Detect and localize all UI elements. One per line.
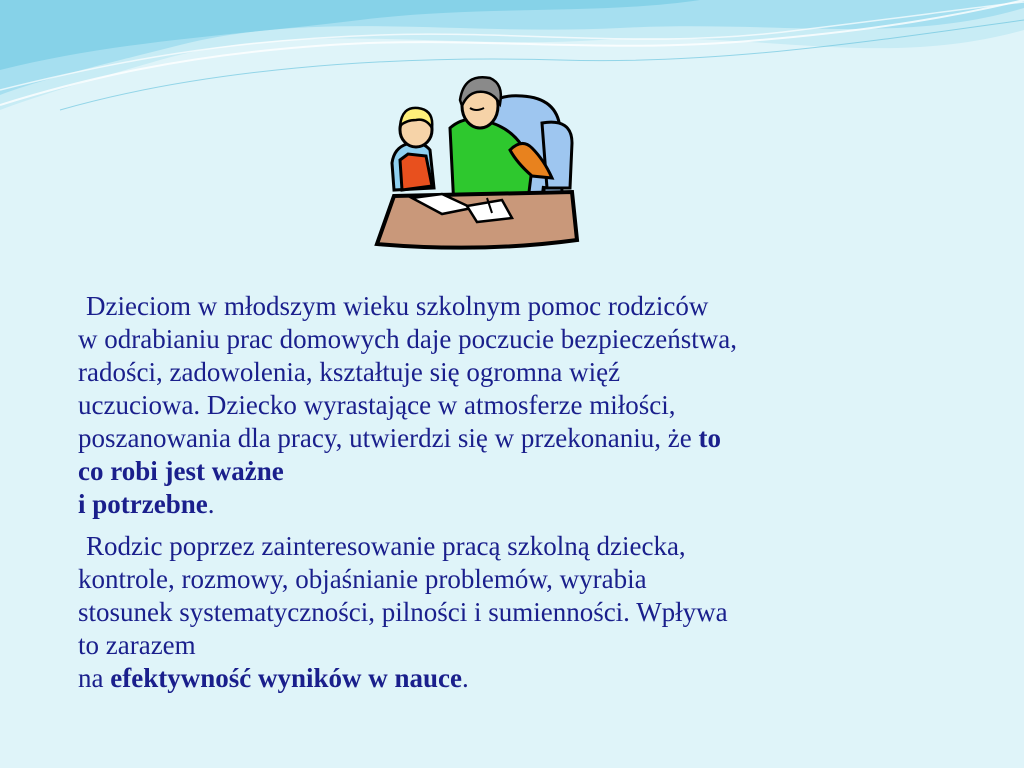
para1-line-5: poszanowania dla pracy, utwierdzi się w przekonaniu, że: [78, 423, 699, 453]
para1-line-3: radości, zadowolenia, kształtuje się ogromna więź: [78, 357, 621, 387]
para2-line-4: to zarazem: [78, 630, 196, 660]
para1-line-2: w odrabianiu prac domowych daje poczucie bezpieczeństwa,: [78, 324, 737, 354]
para2-line-5-suffix: .: [462, 663, 469, 693]
para1-line-1: Dzieciom w młodszym wieku szkolnym pomoc rodziców: [86, 291, 709, 321]
para1-line-4: uczuciowa. Dziecko wyrastające w atmosferze miłości,: [78, 390, 676, 420]
parent-helping-child-homework-icon: [372, 68, 582, 260]
paragraph-2: [78, 530, 978, 695]
para2-line-1: Rodzic poprzez zainteresowanie pracą szkolną dziecka,: [86, 531, 686, 561]
para1-line-7-suffix: .: [207, 489, 215, 519]
paragraph-1: [78, 290, 978, 521]
para2-line-2: kontrole, rozmowy, objaśnianie problemów, wyrabia: [78, 564, 647, 594]
para2-line-3: stosunek systematyczności, pilności i sumienności. Wpływa: [78, 597, 728, 627]
para1-line-5-bold: to: [698, 423, 721, 453]
para2-line-5-bold: efektywność wyników w nauce: [110, 663, 462, 693]
para2-line-5-prefix: na: [78, 663, 111, 693]
para1-line-7-bold: i potrzebne: [78, 489, 208, 519]
para1-line-6-bold: co robi jest ważne: [78, 456, 284, 486]
